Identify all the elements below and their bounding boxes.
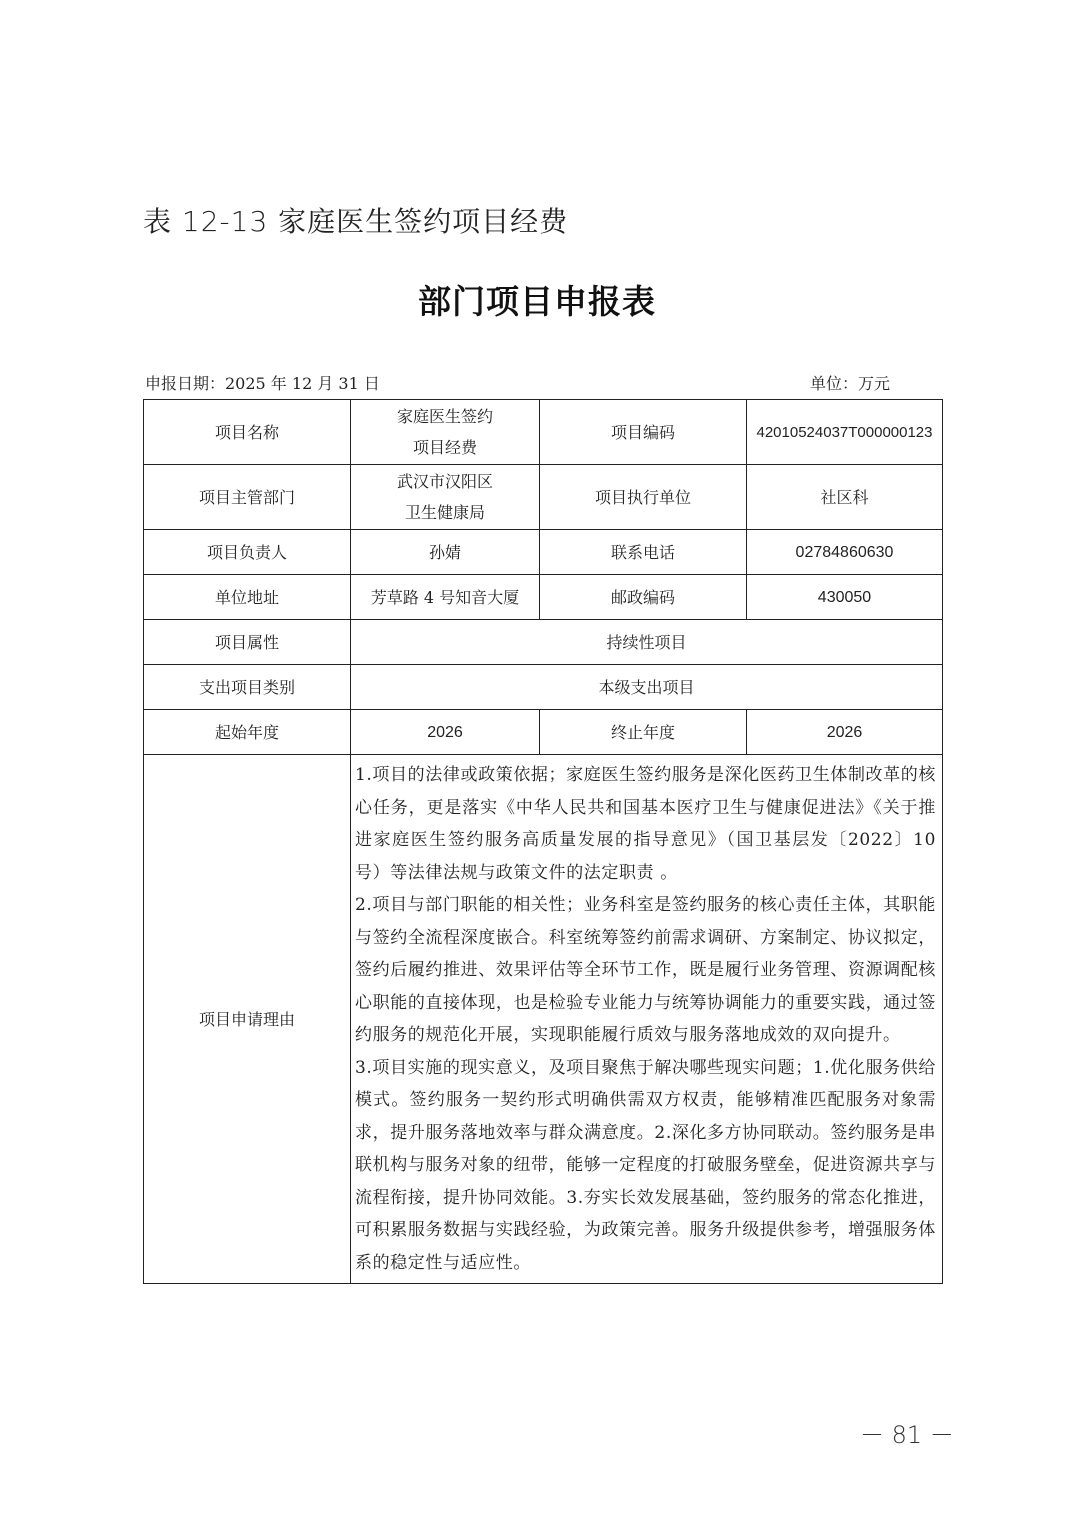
project-name-line1: 家庭医生签约 [396,407,493,426]
reason-label: 项目申请理由 [144,755,351,1284]
supervisor-line1: 武汉市汉阳区 [396,472,493,491]
row-category [144,665,943,710]
row-years [144,710,943,755]
supervisor-label: 项目主管部门 [144,465,351,530]
phone-label: 联系电话 [540,530,747,575]
row-address [144,575,943,620]
end-year-label: 终止年度 [540,710,747,755]
project-name-value [351,400,540,465]
executor-value: 社区科 [747,465,943,530]
start-year-label: 起始年度 [144,710,351,755]
row-supervisor [144,465,943,530]
reason-paragraph-1: 1.项目的法律或政策依据；家庭医生签约服务是深化医药卫生体制改革的核心任务，更是落实《中华人民共和国基本医疗卫生与健康促进法》《关于推进家庭医生签约服务高质量发展的指导意见》（国卫基层发〔2022〕10 号）等法律法规与政策文件的法定职责 。 [355,765,936,883]
supervisor-value [351,465,540,530]
leader-label: 项目负责人 [144,530,351,575]
category-label: 支出项目类别 [144,665,351,710]
table-caption: 表 12-13 家庭医生签约项目经费 [143,205,569,238]
phone-value: 02784860630 [747,530,943,575]
row-reason [144,755,943,1284]
attribute-value: 持续性项目 [351,620,943,665]
supervisor-line2: 卫生健康局 [404,503,485,522]
project-code-value: 42010524037T000000123 [747,400,943,465]
reason-paragraph-3: 3.项目实施的现实意义，及项目聚焦于解决哪些现实问题；1.优化服务供给模式。签约服务一契约形式明确供需双方权责，能够精准匹配服务对象需求，提升服务落地效率与群众满意度。2.深化多方协同联动。签约服务是串联机构与服务对象的纽带，能够一定程度的打破服务壁垒，促进资源共享与流程衔接，提升协同效能。3.夯实长效发展基础，签约服务的常态化推进，可积累服务数据与实践经验，为政策完善。服务升级提供参考，增强服务体系的稳定性与适应性。 [355,1057,936,1273]
leader-value: 孙婧 [351,530,540,575]
unit-label: 单位：万元 [809,374,890,393]
reason-content [351,755,943,1284]
address-label: 单位地址 [144,575,351,620]
start-year-value: 2026 [351,710,540,755]
row-attribute [144,620,943,665]
project-name-line2: 项目经费 [412,438,477,457]
reason-paragraph-2: 2.项目与部门职能的相关性；业务科室是签约服务的核心责任主体，其职能与签约全流程深度嵌合。科室统筹签约前需求调研、方案制定、协议拟定，签约后履约推进、效果评估等全环节工作，既是履行业务管理、资源调配核心职能的直接体现，也是检验专业能力与统筹协调能力的重要实践，通过签约服务的规范化开展，实现职能履行质效与服务落地成效的双向提升。 [355,895,936,1045]
postcode-label: 邮政编码 [540,575,747,620]
report-date: 申报日期：2025 年 12 月 31 日 [145,374,380,393]
address-value: 芳草路 4 号知音大厦 [351,575,540,620]
row-project-name [144,400,943,465]
end-year-value: 2026 [747,710,943,755]
page-number: － 81 － [860,1421,954,1449]
page-title: 部门项目申报表 [418,282,656,321]
executor-label: 项目执行单位 [540,465,747,530]
postcode-value: 430050 [747,575,943,620]
row-leader [144,530,943,575]
project-name-label: 项目名称 [144,400,351,465]
project-code-label: 项目编码 [540,400,747,465]
attribute-label: 项目属性 [144,620,351,665]
project-application-table [143,399,943,1284]
category-value: 本级支出项目 [351,665,943,710]
